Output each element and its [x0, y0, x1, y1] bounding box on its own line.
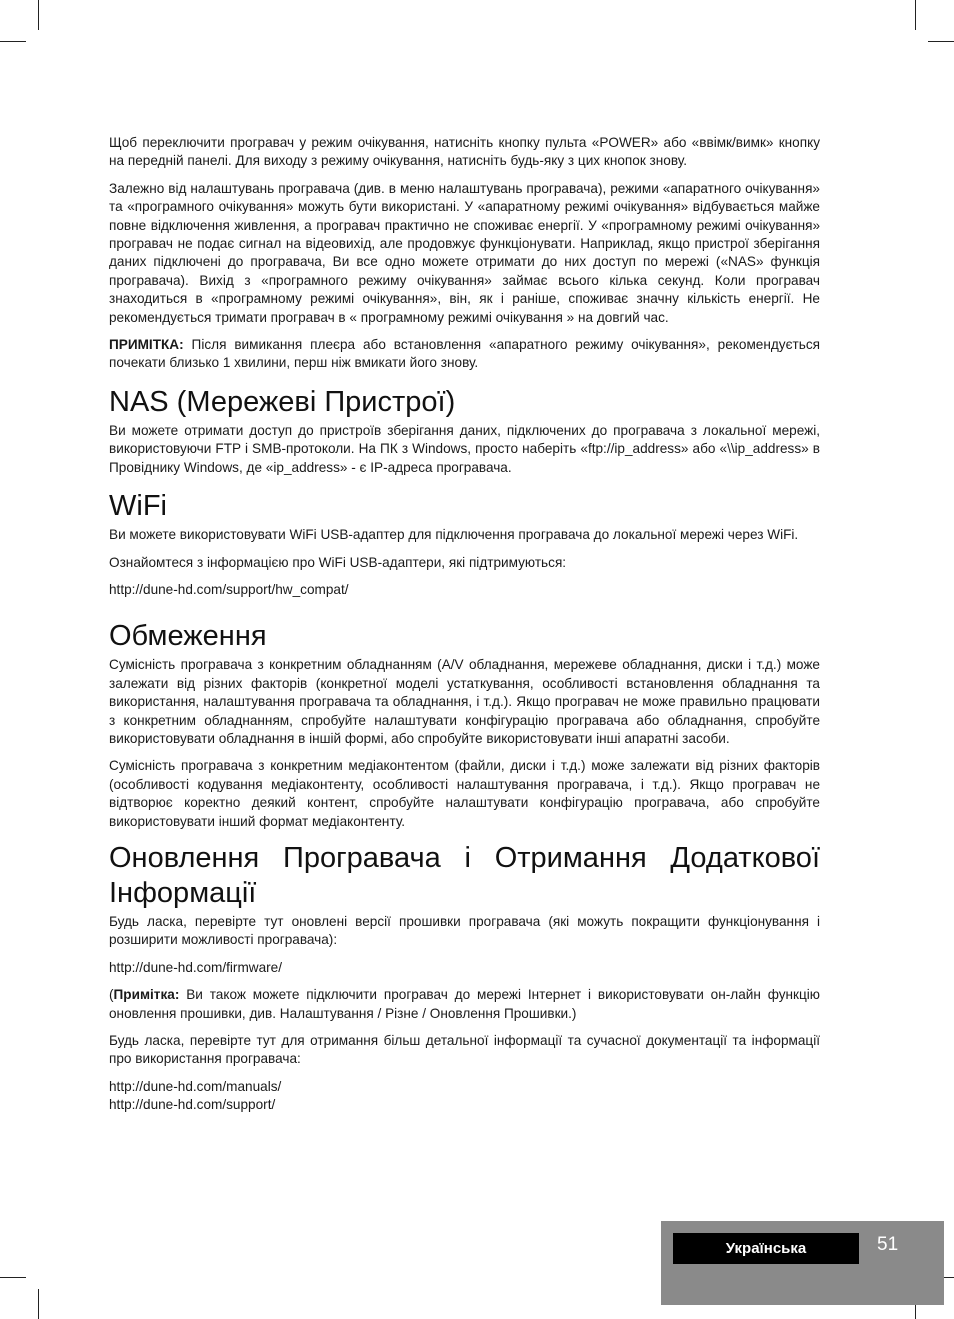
updates-paragraph-1: Будь ласка, перевірте тут оновлені версії прошивки програвача (які можуть покращити функціонування і розширити можливості програвача): — [109, 913, 820, 948]
note-text: Після вимикання плеєра або встановлення «апаратного режиму очікування», рекомендується почекати близько 1 хвилини, перш ніж вмикати його знову. — [109, 337, 820, 371]
wifi-paragraph-2: Ознайомтеся з інформацією про WiFi USB-адаптери, які підтримуються: — [109, 554, 567, 570]
updates-paragraph-2: Будь ласка, перевірте тут для отримання більш детальної інформації та сучасної документації та інформації про використання програвача: — [109, 1033, 820, 1067]
limits-heading: Обмеження — [109, 620, 267, 653]
updates-note-text: Ви також можете підключити програвач до мережі Інтернет і використовувати он-лайн функцію оновлення прошивки, див. Налаштування / Різне / Оновлення Прошивки.) — [109, 987, 820, 1021]
standby-paragraph-1: Щоб переключити програвач у режим очікування, натисніть кнопку пульта «POWER» або «ввімк/вимк» кнопку на передній панелі. Для виходу з режиму очікування, натисніть будь-яку з цих кнопок знову. — [109, 135, 820, 169]
crop-mark-top-left-vertical — [38, 0, 39, 30]
language-badge: Українська — [673, 1233, 859, 1264]
wifi-heading: WiFi — [109, 490, 167, 523]
crop-mark-bottom-left-horizontal — [0, 1277, 26, 1278]
manuals-link[interactable]: http://dune-hd.com/manuals/ — [109, 1078, 282, 1094]
nas-heading: NAS (Мережеві Пристрої) — [109, 385, 456, 418]
crop-mark-top-left-horizontal — [0, 41, 26, 42]
page-number: 51 — [877, 1234, 899, 1255]
note-open-paren: ( — [109, 987, 114, 1003]
firmware-link[interactable]: http://dune-hd.com/firmware/ — [109, 959, 283, 975]
note-label: ПРИМІТКА: — [109, 337, 184, 353]
standby-paragraph-2: Залежно від налаштувань програвача (див. в меню налаштувань програвача), режими «апаратного очікування» та «програмного очікування» можуть бути використані. У «апаратному режимі очікування» відбувається майже повне відключення живлення, а програвач практично не споживає енергії. У «програмному режимі очікування» програвач не подає сигнал на відеовихід, але продовжує функціонувати. Наприклад, якщо пристрої зберігання даних підключені до програвача, Ви все одно можете отримати до них доступ по мережі («NAS» функція програвача). Вихід з «програмного режиму очікування» займає всього кілька секунд. Коли програвач знаходиться в «програмному режимі очікування», він, як і раніше, споживає значну кількість енергії. Не рекомендується тримати програвач в « програмному режимі очікування » на довгий час. — [109, 180, 820, 325]
updates-note-label: Примітка: — [113, 987, 180, 1003]
wifi-compat-link[interactable]: http://dune-hd.com/support/hw_compat/ — [109, 581, 349, 597]
standby-note — [109, 336, 820, 373]
crop-mark-bottom-left-vertical — [38, 1289, 39, 1319]
nas-paragraph: Ви можете отримати доступ до пристроїв зберігання даних, підключених до програвача з локальної мережі, використовуючи FTP і SMB-протоколи. На ПК з Windows, просто наберіть «ftp://ip_address» або «\\ip_address» в Провіднику Windows, де «ip_address» - є IP-адреса програвача. — [109, 422, 820, 475]
limits-paragraph-1: Сумісність програвача з конкретним обладнанням (A/V обладнання, мережеве обладнання, диски і т.д.) може залежати від різних факторів (конкретної моделі устаткування, особливості встановлення обладнання та використання, налаштування програвача та обладнання, і т.д.). Якщо програвач не може правильно працювати з конкретним обладнанням, спробуйте налаштувати конфігурацію програвача або обладнання, спробуйте використовувати обладнання в іншій формі, або спробуйте використовувати інші апаратні засоби. — [109, 657, 820, 746]
wifi-paragraph-1: Ви можете використовувати WiFi USB-адаптер для підключення програвача до локальної мережі через WiFi. — [109, 527, 799, 543]
page-content — [109, 134, 820, 1115]
updates-heading: Оновлення Програвача і Отримання Додаткової Інформації — [109, 841, 820, 909]
support-link[interactable]: http://dune-hd.com/support/ — [109, 1097, 276, 1113]
crop-mark-top-right-vertical — [915, 0, 916, 30]
footer-box — [661, 1221, 944, 1305]
limits-paragraph-2: Сумісність програвача з конкретним медіаконтентом (файли, диски і т.д.) може залежати від різних факторів (особливості кодування медіаконтенту, особливості налаштування програвача, і т.д.). Якщо програвач не відтворює коректно деякий контент, спробуйте налаштувати конфігурацію програвача, або спробуйте використовувати інший формат медіаконтенту. — [109, 758, 820, 829]
crop-mark-top-right-horizontal — [928, 41, 954, 42]
updates-note — [109, 986, 820, 1023]
